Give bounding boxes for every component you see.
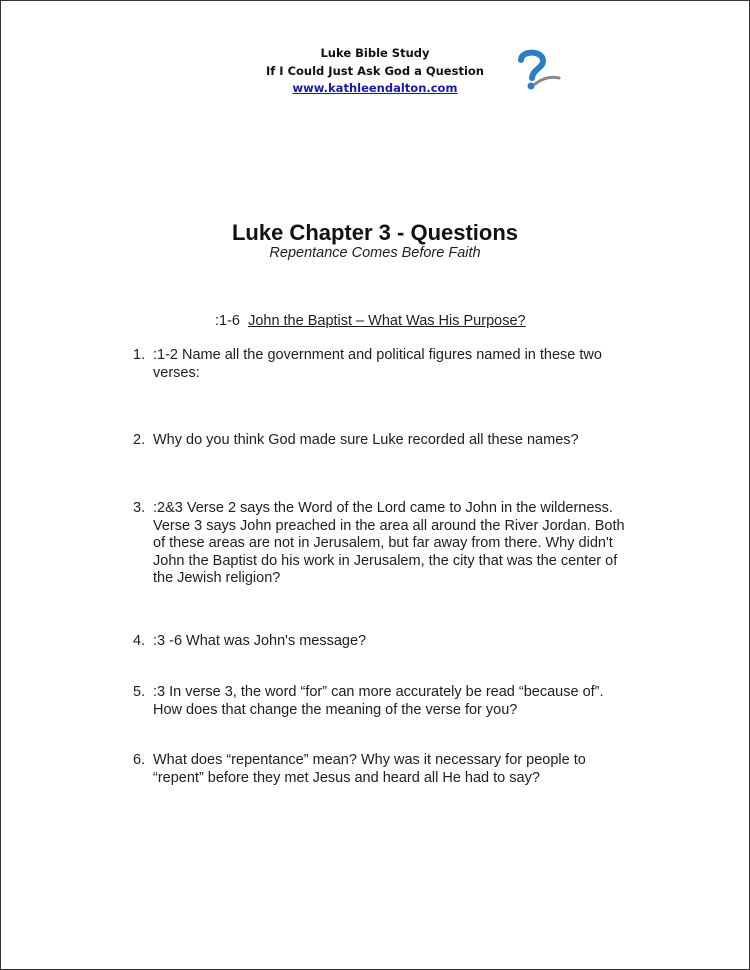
question-text: Why do you think God made sure Luke recorded all these names?: [153, 432, 579, 448]
question-3: [133, 500, 638, 588]
question-number: 4.: [133, 633, 146, 649]
question-6: [133, 752, 618, 787]
question-text: :3 -6 What was John's message?: [153, 633, 367, 649]
question-number: 3.: [133, 500, 146, 516]
header-series-title: If I Could Just Ask God a Question: [266, 64, 484, 78]
section-ref: :1-6: [215, 313, 240, 329]
question-2: [133, 432, 633, 450]
question-5: [133, 684, 623, 719]
question-text: :1-2 Name all the government and political figures named in these two verses:: [153, 347, 602, 381]
page-subtitle: Repentance Comes Before Faith: [269, 245, 481, 261]
section-title: John the Baptist – What Was His Purpose?: [248, 313, 526, 329]
question-mark-icon: [513, 48, 563, 92]
header-study-name: Luke Bible Study: [320, 46, 430, 60]
question-number: 5.: [133, 684, 146, 700]
question-text: :2&3 Verse 2 says the Word of the Lord came to John in the wilderness. Verse 3 says John preached in the area all around the River Jordan. Both of these areas are not in Jerusalem, but far away from there. Why didn't John the Baptist do his work in Jerusalem, the city that was the center of the Jewish religion?: [153, 500, 625, 586]
question-number: 1.: [133, 347, 146, 363]
question-text: What does “repentance” mean? Why was it necessary for people to “repent” before they met Jesus and heard all He had to say?: [153, 752, 586, 786]
website-link[interactable]: www.kathleendalton.com: [292, 81, 458, 95]
section-heading: [215, 313, 526, 329]
question-1: [133, 347, 633, 382]
page-title: Luke Chapter 3 - Questions: [231, 220, 519, 245]
question-number: 6.: [133, 752, 146, 768]
question-number: 2.: [133, 432, 146, 448]
question-text: :3 In verse 3, the word “for” can more accurately be read “because of”. How does that change the meaning of the verse for you?: [153, 684, 604, 718]
question-4: [133, 633, 633, 651]
